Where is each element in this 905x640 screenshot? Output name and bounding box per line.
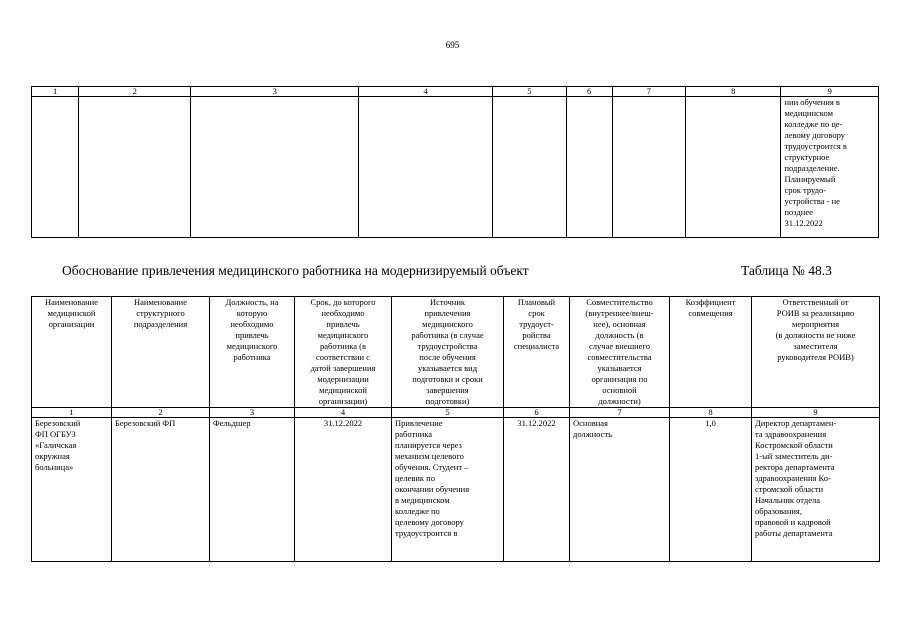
header-line: Плановый	[517, 297, 556, 307]
text-line: «Галичская	[35, 440, 77, 450]
col-number: 1	[32, 87, 79, 97]
text-line: трудоустроится в	[784, 141, 847, 151]
table-cell	[359, 97, 493, 238]
text-line: Привлечение	[395, 418, 443, 428]
text-line: 1-ый заместитель ди-	[755, 451, 833, 461]
header-line: необходимо	[321, 308, 365, 318]
text-line: левому договору	[784, 130, 845, 140]
table-cell	[612, 97, 685, 238]
header-cell	[504, 297, 570, 408]
position-cell: Фельдшер	[210, 418, 295, 562]
text-line: целевик по	[395, 473, 435, 483]
planned-date-cell: 31.12.2022	[504, 418, 570, 562]
col-number: 6	[504, 408, 570, 418]
text-line: правовой и кадровой	[755, 517, 831, 527]
header-cell	[670, 297, 752, 408]
header-line: необходимо	[230, 319, 274, 329]
organization-cell	[32, 418, 112, 562]
col-number: 8	[686, 87, 781, 97]
header-line: Наименование	[134, 297, 187, 307]
header-line: организация по	[591, 374, 648, 384]
header-line: должности)	[598, 396, 641, 406]
text-line: Директор департамен-	[755, 418, 837, 428]
text-line: целевому договору	[395, 517, 464, 527]
text-line: Костромской области	[755, 440, 833, 450]
deadline-cell: 31.12.2022	[295, 418, 392, 562]
header-line: трудоустройства	[417, 341, 478, 351]
header-line: основной	[602, 385, 637, 395]
header-line: датой завершения	[310, 363, 376, 373]
coefficient-cell: 1,0	[670, 418, 752, 562]
text-line: окружная	[35, 451, 70, 461]
header-line: которую	[236, 308, 268, 318]
header-cell	[112, 297, 210, 408]
text-line: ректора департамента	[755, 462, 835, 472]
text-line: в медицинском	[395, 495, 450, 505]
text-line: стромской области	[755, 484, 824, 494]
header-line: Совместительство	[586, 297, 653, 307]
header-line: модернизации	[317, 374, 369, 384]
text-line: Начальник отдела	[755, 495, 821, 505]
text-line: медицинском	[784, 108, 833, 118]
table-number: Таблица № 48.3	[741, 263, 832, 278]
text-line: структурное	[784, 152, 830, 162]
text-line: та здравоохранения	[755, 429, 827, 439]
text-line: Основная	[573, 418, 608, 428]
page-number: 695	[445, 40, 460, 50]
header-line: медицинского	[422, 319, 473, 329]
col-number: 2	[79, 87, 191, 97]
column-number-row	[32, 87, 879, 97]
header-line: работника (в	[319, 341, 367, 351]
col-number: 7	[570, 408, 670, 418]
header-line: организации)	[318, 396, 368, 406]
header-line: мероприятия	[791, 319, 840, 329]
col-number: 9	[752, 408, 880, 418]
text-line: механизм целевого	[395, 451, 464, 461]
text-line: больница»	[35, 462, 74, 472]
col-number: 7	[612, 87, 685, 97]
text-line: работы департамента	[755, 528, 833, 538]
text-line: срок трудо-	[784, 185, 827, 195]
col-number: 5	[493, 87, 566, 97]
header-line: указывается	[597, 363, 642, 373]
header-line: работника	[233, 352, 271, 362]
table-cell	[79, 97, 191, 238]
text-line: ФП ОГБУЗ	[35, 429, 76, 439]
header-line: привлечь	[235, 330, 269, 340]
col-number: 3	[191, 87, 359, 97]
text-line: здравоохранения Ко-	[755, 473, 831, 483]
responsible-cell	[752, 418, 880, 562]
table-cell	[493, 97, 566, 238]
header-line: завершения	[426, 385, 469, 395]
col-number: 2	[112, 408, 210, 418]
header-line: работника (в случае	[411, 330, 484, 340]
col-number: 4	[359, 87, 493, 97]
header-line: случае внешнего	[589, 341, 650, 351]
header-line: нее), основная	[593, 319, 646, 329]
header-line: подразделения	[133, 319, 188, 329]
header-line: медицинского	[317, 330, 369, 340]
text-line: окончании обучения	[395, 484, 470, 494]
header-line: соответствии с	[316, 352, 370, 362]
header-line: привлечения	[424, 308, 471, 318]
col-number: 9	[781, 87, 879, 97]
header-line: срок	[528, 308, 545, 318]
header-line: Должность, на	[225, 297, 279, 307]
combination-cell	[570, 418, 670, 562]
header-line: Коэффициент	[685, 297, 736, 307]
column-number-row	[32, 408, 880, 418]
table-row	[32, 418, 880, 562]
header-line: специалиста	[513, 341, 560, 351]
col-number: 8	[670, 408, 752, 418]
text-line: Планируемый	[784, 174, 836, 184]
header-line: заместителя	[793, 341, 838, 351]
header-line: структурного	[136, 308, 185, 318]
col-number: 6	[566, 87, 612, 97]
header-line: (в должности не ниже	[775, 330, 856, 340]
table-cell	[191, 97, 359, 238]
col-number: 3	[210, 408, 295, 418]
text-line: планируется через	[395, 440, 462, 450]
text-line: подразделение.	[784, 163, 840, 173]
text-line: колледже по це-	[784, 119, 843, 129]
header-line: подготовки)	[425, 396, 470, 406]
header-line: совместительства	[587, 352, 652, 362]
header-line: ройства	[522, 330, 551, 340]
header-line: после обучения	[419, 352, 476, 362]
text-line: нии обучения в	[784, 97, 840, 107]
continued-table	[31, 86, 879, 238]
header-line: медицинского	[226, 341, 278, 351]
table-cell	[32, 97, 79, 238]
header-line: привлечь	[326, 319, 360, 329]
text-line: образования,	[755, 506, 802, 516]
header-line: совмещения	[688, 308, 733, 318]
source-cell	[392, 418, 504, 562]
header-line: руководителя РОИВ)	[777, 352, 854, 362]
header-cell	[570, 297, 670, 408]
text-line: работника	[395, 429, 433, 439]
header-cell	[295, 297, 392, 408]
table-caption: Обоснование привлечения медицинского работника на модернизируемый объект	[62, 263, 529, 278]
table-row	[32, 97, 879, 238]
header-line: Ответственный от	[782, 297, 849, 307]
text-line: должность	[573, 429, 612, 439]
text-line: трудоустроится в	[395, 528, 458, 538]
header-cell	[32, 297, 112, 408]
header-line: трудоуст-	[519, 319, 554, 329]
table-cell	[686, 97, 781, 238]
col-number: 1	[32, 408, 112, 418]
header-line: медицинской	[47, 308, 96, 318]
text-line: колледже по	[395, 506, 440, 516]
text-line: позднее	[784, 207, 813, 217]
header-line: должность (в	[595, 330, 644, 340]
header-row	[32, 297, 880, 408]
header-cell	[210, 297, 295, 408]
main-table	[31, 296, 880, 562]
header-line: Наименование	[45, 297, 98, 307]
text-line: обучения. Студент –	[395, 462, 469, 472]
header-cell	[752, 297, 880, 408]
text-line: 31.12.2022	[784, 218, 823, 228]
header-cell	[392, 297, 504, 408]
text-line: Березовский	[35, 418, 81, 428]
header-line: РОИВ за реализацию	[776, 308, 855, 318]
header-line: указывается вид	[417, 363, 478, 373]
header-line: Источник	[429, 297, 466, 307]
header-line: Срок, до которого	[310, 297, 376, 307]
col-number: 4	[295, 408, 392, 418]
header-line: подготовки и сроки	[412, 374, 483, 384]
continued-text-cell	[781, 97, 879, 238]
division-cell: Березовский ФП	[112, 418, 210, 562]
table-cell	[566, 97, 612, 238]
header-line: (внутреннее/внеш-	[585, 308, 654, 318]
header-line: организации	[48, 319, 95, 329]
header-line: медицинской	[319, 385, 367, 395]
col-number: 5	[392, 408, 504, 418]
text-line: устройства - не	[784, 196, 840, 206]
